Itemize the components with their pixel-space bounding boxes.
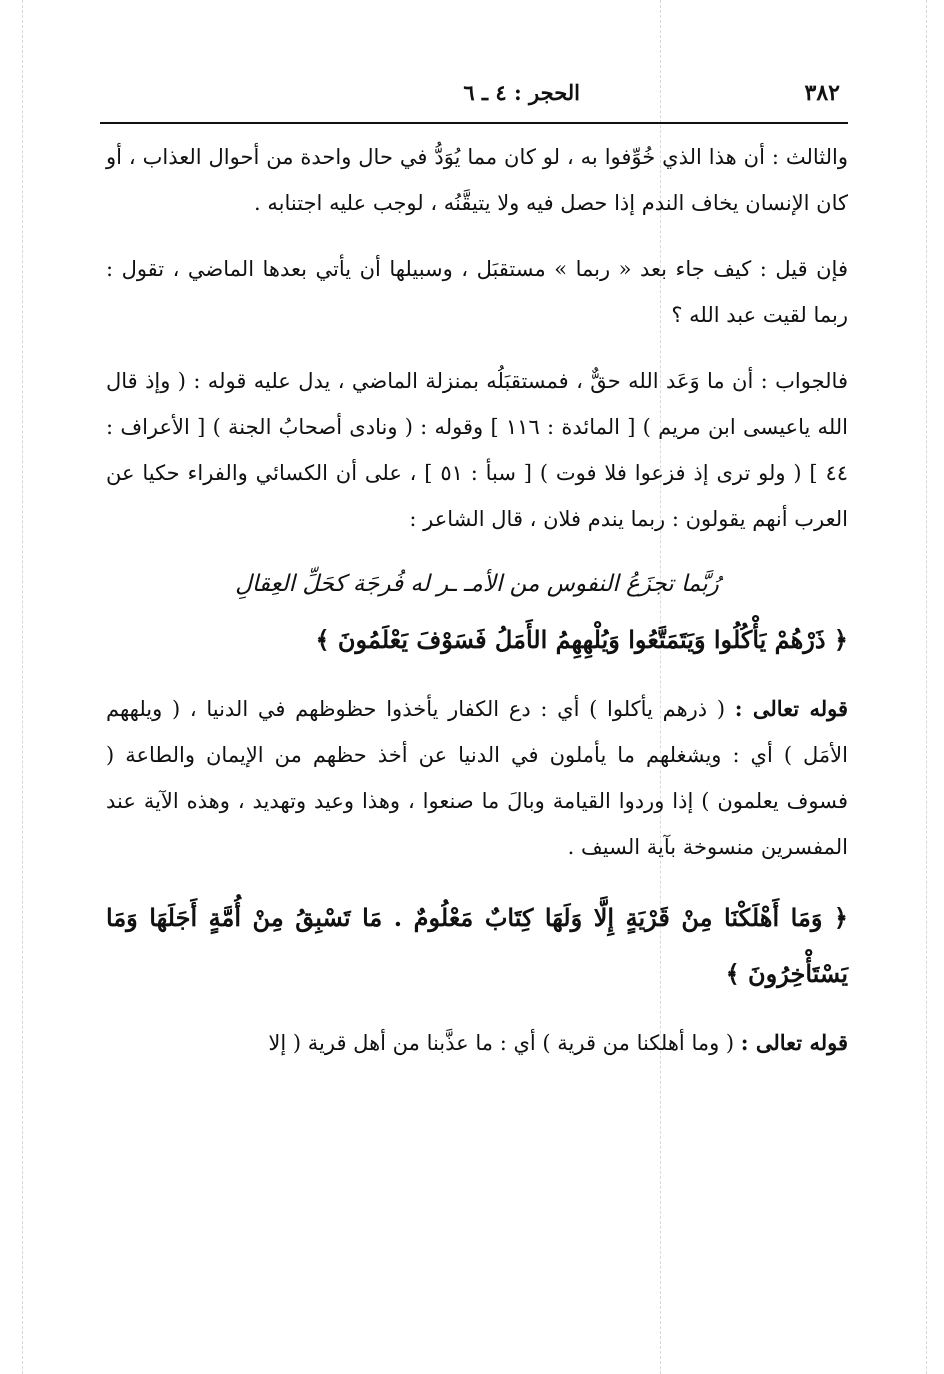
scan-guide-line	[926, 0, 927, 1374]
page-number: ٣٨٢	[804, 80, 840, 106]
running-header	[100, 80, 840, 114]
main-text	[106, 134, 848, 1086]
paragraph-question: فإن قيل : كيف جاء بعد « ربما » مستقبَل ، وسبيلها أن يأتي بعدها الماضي ، تقول : ربما لقيت عبد الله ؟	[106, 257, 848, 327]
quran-verse-3: ﴿ ذَرْهُمْ يَأْكُلُوا وَيَتَمَتَّعُوا وَيُلْهِهِمُ الأَمَلُ فَسَوْفَ يَعْلَمُونَ ﴾	[315, 625, 848, 654]
commentary-text: ( ذرهم يأكلوا ) أي : دع الكفار يأخذوا حظوظهم في الدنيا ، ( ويلههم الأمَل ) أي : ويشغلهم ما يأملون في الدنيا عن أخذ حظهم من الإيمان والطاعة ( فسوف يعلمون ) إذا وردوا القيامة وبالَ ما صنعوا ، وهذا وعيد وتهديد ، وهذه الآية عند المفسرين منسوخة بآية السيف .	[106, 697, 848, 859]
paragraph-third-point: والثالث : أن هذا الذي خُوِّفوا به ، لو كان مما يُوَدُّ في حال واحدة من أحوال العذاب ، أو كان الإنسان يخاف الندم إذا حصل فيه ولا يتيقَّنُه ، لوجب عليه اجتنابه .	[106, 145, 848, 215]
scan-guide-line	[22, 0, 23, 1374]
paragraph-commentary-3	[106, 686, 848, 870]
commentary-lead: قوله تعالى :	[740, 1030, 848, 1055]
header-rule	[100, 122, 848, 124]
commentary-lead: قوله تعالى :	[734, 696, 848, 721]
paragraph-commentary-4	[106, 1020, 848, 1066]
chapter-verse-title: الحجر : ٤ ـ ٦	[463, 80, 580, 105]
commentary-text: ( وما أهلكنا من قرية ) أي : ما عذَّبنا من أهل قرية ( إلا	[268, 1031, 735, 1055]
paragraph-answer: فالجواب : أن ما وَعَد الله حقٌّ ، فمستقبَلُه بمنزلة الماضي ، يدل عليه قوله : ( وإذ قال الله ياعيسى ابن مريم ) [ المائدة : ١١٦ ] وقوله : ( ونادى أصحابُ الجنة ) [ الأعراف : ٤٤ ] ( ولو ترى إذ فزعوا فلا فوت ) [ سبأ : ٥١ ] ، على أن الكسائي والفراء حكيا عن العرب أنهم يقولون : ربما يندم فلان ، قال الشاعر :	[106, 369, 849, 531]
poem-verse: رُبَّما تجزَعُ النفوس من الأمـ ـر له فُرجَة كحَلِّ العِقالِ	[235, 571, 719, 597]
quran-verse-4-5: ﴿ وَمَا أَهْلَكْنَا مِنْ قَرْيَةٍ إِلَّا وَلَهَا كِتَابٌ مَعْلُومٌ . مَا تَسْبِقُ مِنْ أُمَّةٍ أَجَلَهَا وَمَا يَسْتَأْخِرُونَ ﴾	[106, 903, 848, 988]
